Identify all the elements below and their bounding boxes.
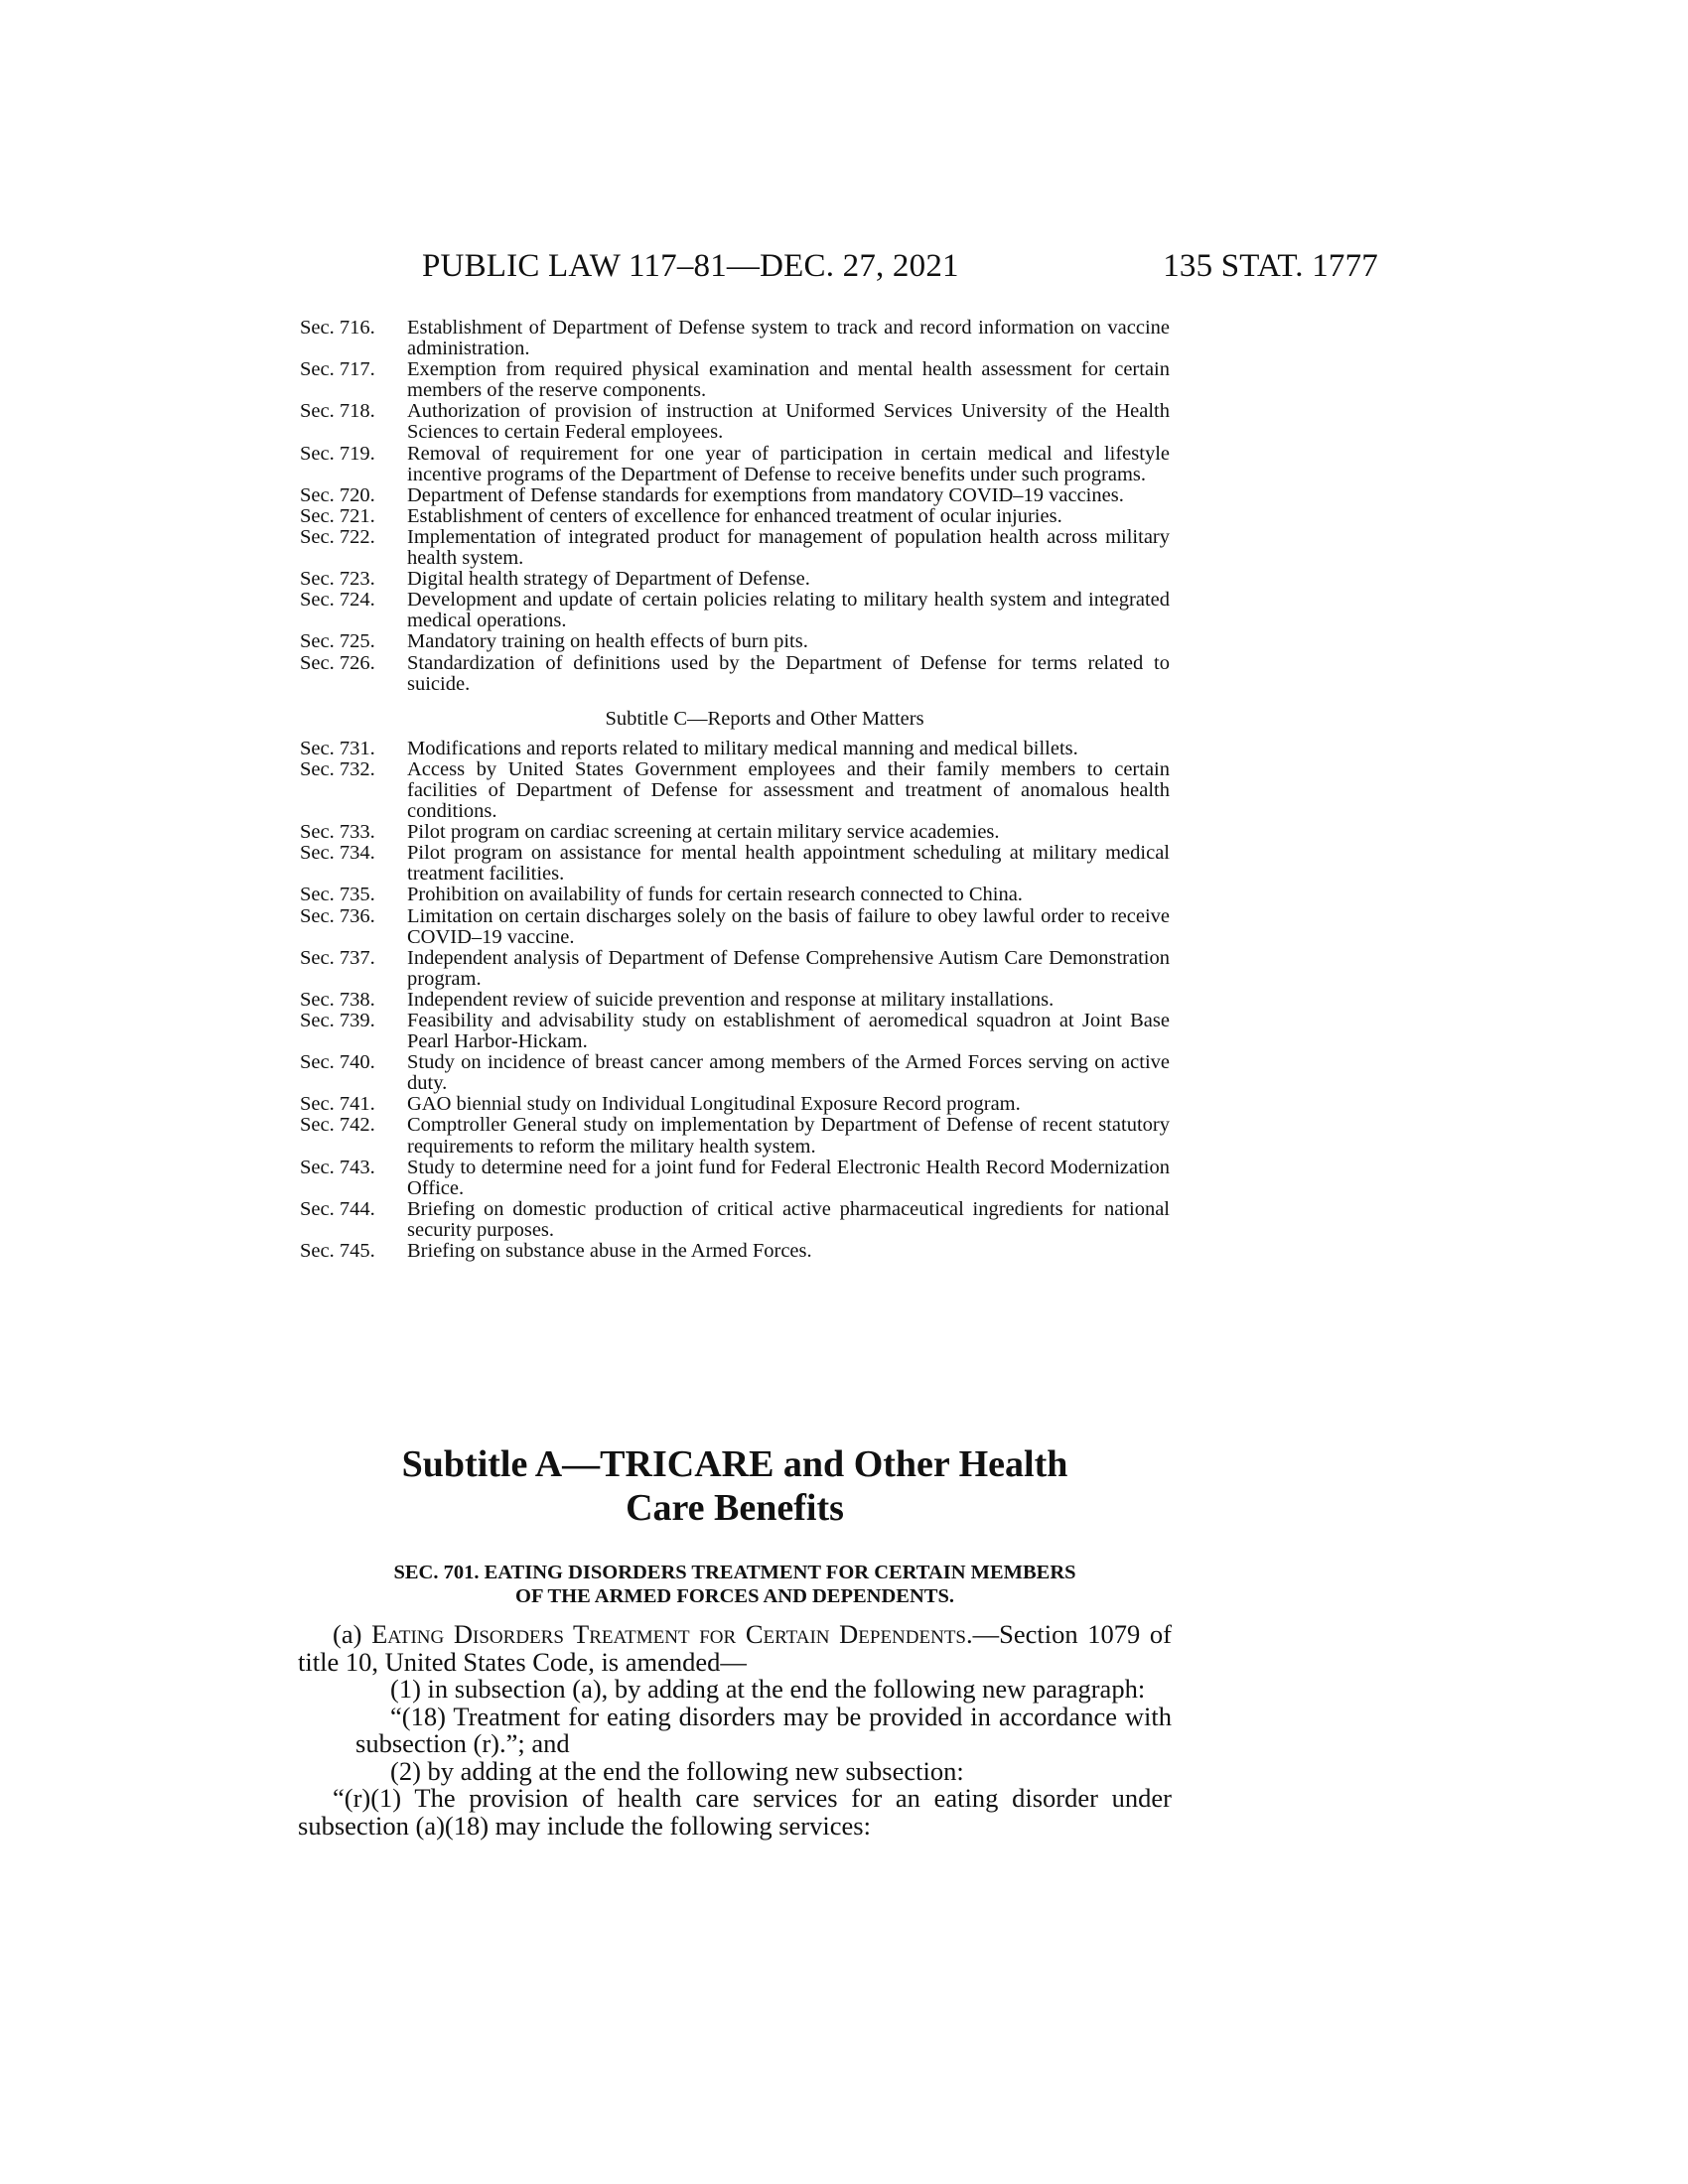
toc-section-title: GAO biennial study on Individual Longitudinal Exposure Record program. — [407, 1093, 1021, 1116]
toc-section-title: Development and update of certain policies relating to military health system and integrated medical operations. — [407, 589, 1170, 632]
toc-section-title: Pilot program on assistance for mental health appointment scheduling at military medical treatment facilities. — [407, 842, 1170, 886]
toc-section-number: Sec. 722. — [300, 525, 375, 548]
toc-section-number: Sec. 732. — [300, 757, 375, 780]
toc-section-number: Sec. 719. — [300, 442, 375, 465]
section-701-body — [298, 1621, 1172, 1840]
toc-section-title: Establishment of Department of Defense system to track and record information on vaccine administration. — [407, 317, 1170, 360]
toc-section-title: Study to determine need for a joint fund for Federal Electronic Health Record Modernization Office. — [407, 1156, 1170, 1199]
toc-entry — [300, 485, 1170, 506]
toc-section-title: Access by United States Government employees and their family members to certain facilities of Department of Defense for assessment and treatment of anomalous health conditions. — [407, 757, 1170, 823]
toc-section-number: Sec. 742. — [300, 1114, 375, 1137]
toc-entry — [300, 1199, 1170, 1241]
toc-section-number: Sec. 724. — [300, 589, 375, 612]
toc-section-title: Implementation of integrated product for management of population health across military health system. — [407, 525, 1170, 570]
paragraph-r1: “(r)(1) The provision of health care services for an eating disorder under subsection (a)(18) may include the following services: — [298, 1783, 1172, 1841]
toc-section-title: Modifications and reports related to military medical manning and medical billets. — [407, 737, 1078, 759]
toc-entry — [300, 822, 1170, 843]
toc-section-title: Standardization of definitions used by the Department of Defense for terms related to suicide. — [407, 651, 1170, 695]
paragraph-a-caption: Eating Disorders Treatment for Certain Dependents — [371, 1619, 966, 1649]
toc-section-number: Sec. 731. — [300, 737, 375, 759]
toc-entry — [300, 906, 1170, 948]
toc-entries-subtitle-b — [300, 318, 1170, 695]
toc-section-title: Independent review of suicide prevention and response at military installations. — [407, 988, 1055, 1011]
toc-entry — [300, 843, 1170, 885]
toc-section-title: Briefing on domestic production of critical active pharmaceutical ingredients for national security purposes. — [407, 1197, 1170, 1241]
toc-section-title: Limitation on certain discharges solely on the basis of failure to obey lawful order to receive COVID–19 vaccine. — [407, 904, 1170, 948]
toc-entry — [300, 1241, 1170, 1262]
toc-section-number: Sec. 723. — [300, 568, 375, 591]
toc-entry — [300, 1094, 1170, 1115]
toc-section-number: Sec. 716. — [300, 317, 375, 339]
paragraph-18: “(18) Treatment for eating disorders may be provided in accordance with subsection (r).”; and — [355, 1701, 1172, 1758]
toc-section-number: Sec. 725. — [300, 630, 375, 653]
toc-entry — [300, 653, 1170, 695]
paragraph-1: (1) in subsection (a), by adding at the end the following new paragraph: — [390, 1674, 1146, 1704]
subtitle-a-heading-line-1: Subtitle A—TRICARE and Other Health — [401, 1443, 1068, 1485]
paragraph-a-text: .—Section 1079 of title 10, United States Code, is amended— — [298, 1619, 1172, 1677]
toc-section-title: Mandatory training on health effects of burn pits. — [407, 630, 808, 653]
toc-entry — [300, 318, 1170, 359]
toc-entry — [300, 1115, 1170, 1157]
toc-section-title: Pilot program on cardiac screening at certain military service academies. — [407, 821, 1000, 844]
toc-section-number: Sec. 745. — [300, 1240, 375, 1263]
section-701-heading-line-1: SEC. 701. EATING DISORDERS TREATMENT FOR CERTAIN MEMBERS — [393, 1562, 1076, 1583]
toc-section-number: Sec. 720. — [300, 483, 375, 506]
toc-subtitle-c-heading: Subtitle C—Reports and Other Matters — [605, 707, 924, 730]
toc-section-number: Sec. 733. — [300, 821, 375, 844]
toc-section-title: Prohibition on availability of funds for certain research connected to China. — [407, 884, 1023, 906]
section-701-heading — [298, 1561, 1172, 1608]
toc-entry — [300, 739, 1170, 759]
toc-section-title: Comptroller General study on implementation by Department of Defense of recent statutory requirements to reform the military health system. — [407, 1114, 1170, 1158]
toc-entry — [300, 527, 1170, 569]
toc-entries-subtitle-c — [300, 739, 1170, 1262]
toc-section-title: Exemption from required physical examination and mental health assessment for certain members of the reserve components. — [407, 358, 1170, 402]
toc-section-title: Briefing on substance abuse in the Armed Forces. — [407, 1240, 812, 1263]
running-head — [298, 248, 1378, 288]
toc-entry — [300, 401, 1170, 443]
table-of-contents — [300, 318, 1170, 1262]
toc-section-number: Sec. 717. — [300, 358, 375, 381]
toc-entry — [300, 885, 1170, 905]
toc-entry — [300, 631, 1170, 652]
paragraph-a-prefix: (a) — [333, 1619, 372, 1649]
toc-section-number: Sec. 718. — [300, 400, 375, 423]
toc-entry — [300, 590, 1170, 631]
toc-section-title: Digital health strategy of Department of Defense. — [407, 568, 810, 591]
toc-section-number: Sec. 741. — [300, 1093, 375, 1116]
paragraph-a — [298, 1621, 1172, 1676]
toc-section-number: Sec. 734. — [300, 842, 375, 865]
public-law-title: PUBLIC LAW 117–81—DEC. 27, 2021 — [422, 248, 959, 284]
toc-entry — [300, 506, 1170, 527]
toc-section-number: Sec. 726. — [300, 651, 375, 674]
subtitle-a-heading-line-2: Care Benefits — [626, 1487, 844, 1529]
toc-entry — [300, 759, 1170, 822]
toc-section-title: Authorization of provision of instruction at Uniformed Services University of the Health Sciences to certain Federal employees. — [407, 400, 1170, 444]
subtitle-a-heading — [298, 1442, 1172, 1530]
toc-section-number: Sec. 737. — [300, 946, 375, 969]
toc-entry — [300, 948, 1170, 990]
toc-entry — [300, 444, 1170, 485]
toc-section-number: Sec. 721. — [300, 504, 375, 527]
toc-section-number: Sec. 740. — [300, 1051, 375, 1074]
toc-section-number: Sec. 738. — [300, 988, 375, 1011]
toc-section-title: Independent analysis of Department of Defense Comprehensive Autism Care Demonstration program. — [407, 946, 1170, 990]
toc-section-title: Study on incidence of breast cancer among members of the Armed Forces serving on active duty. — [407, 1051, 1170, 1095]
toc-section-title: Feasibility and advisability study on establishment of aeromedical squadron at Joint Base Pearl Harbor-Hickam. — [407, 1010, 1170, 1053]
toc-entry — [300, 1052, 1170, 1094]
toc-entry — [300, 359, 1170, 401]
toc-entry — [300, 1158, 1170, 1199]
toc-entry — [300, 990, 1170, 1011]
toc-section-number: Sec. 743. — [300, 1156, 375, 1178]
toc-section-number: Sec. 744. — [300, 1197, 375, 1220]
toc-section-title: Removal of requirement for one year of participation in certain medical and lifestyle incentive programs of the Department of Defense to receive benefits under such programs. — [407, 442, 1170, 485]
toc-entry — [300, 569, 1170, 590]
statute-page-reference: 135 STAT. 1777 — [1163, 248, 1378, 284]
section-701-heading-line-2: OF THE ARMED FORCES AND DEPENDENTS. — [515, 1585, 954, 1607]
toc-entry — [300, 1011, 1170, 1052]
toc-section-title: Department of Defense standards for exemptions from mandatory COVID–19 vaccines. — [407, 483, 1124, 506]
toc-section-number: Sec. 735. — [300, 884, 375, 906]
paragraph-2: (2) by adding at the end the following new subsection: — [390, 1755, 964, 1786]
toc-section-title: Establishment of centers of excellence for enhanced treatment of ocular injuries. — [407, 504, 1062, 527]
toc-section-number: Sec. 739. — [300, 1010, 375, 1031]
toc-section-number: Sec. 736. — [300, 904, 375, 927]
